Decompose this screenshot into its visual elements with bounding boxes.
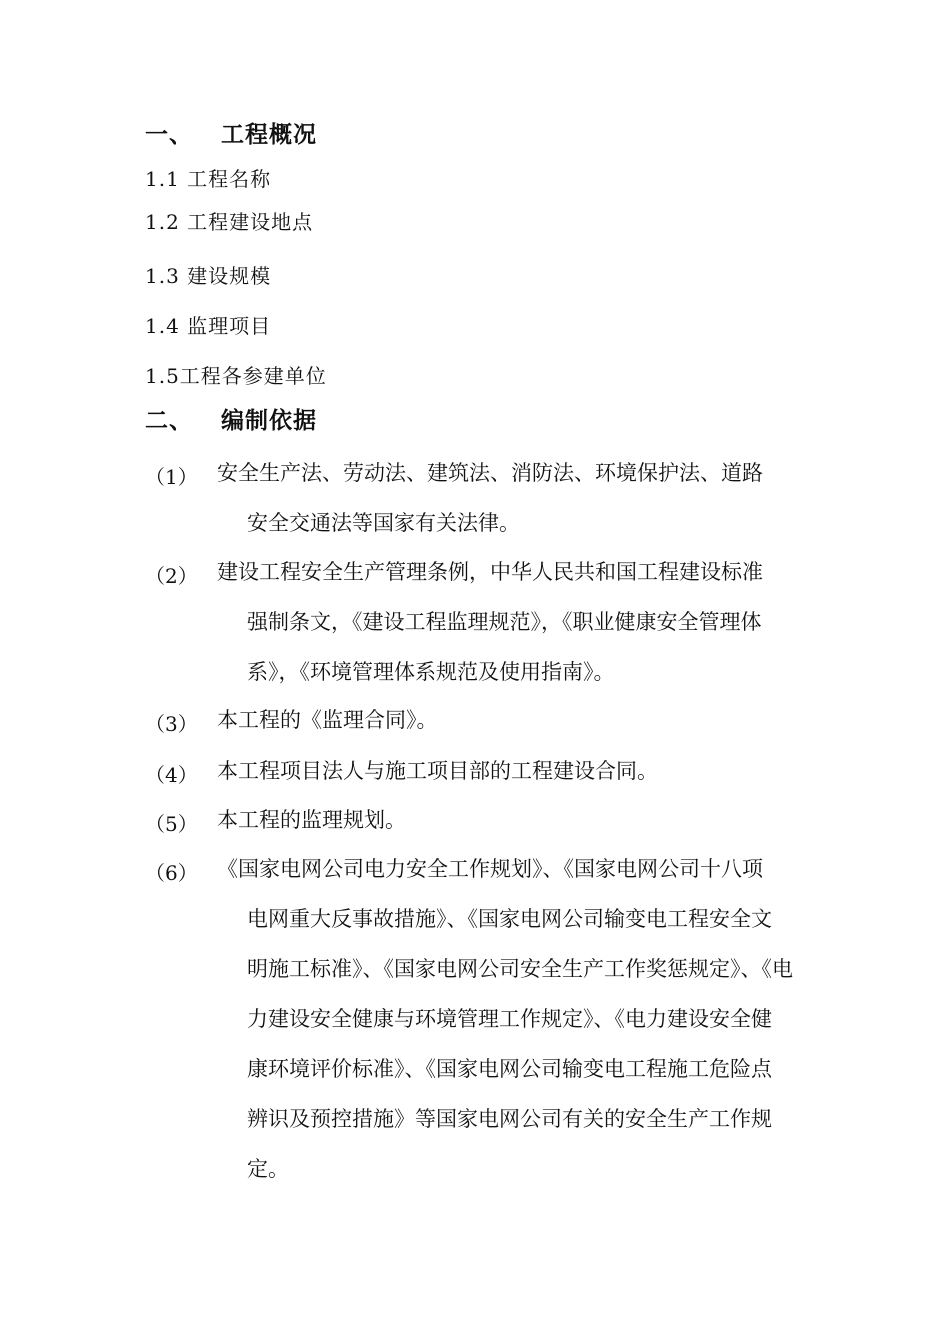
item-number: （6） bbox=[145, 861, 198, 885]
item-text bbox=[217, 695, 811, 745]
item-line: 安全生产法、劳动法、建筑法、消防法、环境保护法、道路 bbox=[217, 461, 763, 485]
item-line: 强制条文，《建设工程监理规范》，《职业健康安全管理体 bbox=[247, 610, 762, 634]
item-text bbox=[217, 547, 811, 697]
subsection-1-4: 1.4 监理项目 bbox=[145, 314, 272, 338]
item-number: （3） bbox=[145, 712, 198, 736]
item-line: 辨识及预控措施》等国家电网公司有关的安全生产工作规 bbox=[247, 1107, 772, 1131]
item-line: 《国家电网公司电力安全工作规划》、《国家电网公司十八项 bbox=[217, 857, 763, 881]
item-number: （1） bbox=[145, 465, 198, 489]
section-title: 编制依据 bbox=[221, 408, 317, 434]
item-line: 康环境评价标准》、《国家电网公司输变电工程施工危险点 bbox=[247, 1057, 772, 1081]
section-number: 二、 bbox=[145, 408, 193, 434]
item-line: 系》，《环境管理体系规范及使用指南》。 bbox=[247, 660, 615, 684]
item-line: 定。 bbox=[247, 1157, 289, 1181]
subsection-1-5: 1.5工程各参建单位 bbox=[145, 364, 327, 388]
item-line: 明施工标准》、《国家电网公司安全生产工作奖惩规定》、《电 bbox=[247, 957, 793, 981]
item-text bbox=[217, 844, 811, 1194]
subsection-1-1: 1.1 工程名称 bbox=[145, 167, 272, 191]
item-line: 本工程项目法人与施工项目部的工程建设合同。 bbox=[217, 759, 658, 783]
item-line: 力建设安全健康与环境管理工作规定》、《电力建设安全健 bbox=[247, 1007, 772, 1031]
item-line: 本工程的监理规划。 bbox=[217, 808, 406, 832]
item-text bbox=[217, 795, 811, 845]
item-number: （5） bbox=[145, 812, 198, 836]
subsection-1-2: 1.2 工程建设地点 bbox=[145, 210, 314, 234]
item-line: 安全交通法等国家有关法律。 bbox=[247, 511, 520, 535]
item-number: （2） bbox=[145, 564, 198, 588]
section-heading-1 bbox=[145, 116, 317, 149]
item-text bbox=[217, 448, 811, 548]
item-line: 电网重大反事故措施》、《国家电网公司输变电工程安全文 bbox=[247, 907, 772, 931]
section-title: 工程概况 bbox=[221, 122, 317, 148]
item-text bbox=[217, 746, 811, 796]
item-line: 本工程的《监理合同》。 bbox=[217, 708, 438, 732]
subsection-1-3: 1.3 建设规模 bbox=[145, 264, 272, 288]
item-line: 建设工程安全生产管理条例，中华人民共和国工程建设标准 bbox=[217, 560, 763, 584]
section-heading-2 bbox=[145, 402, 317, 435]
section-number: 一、 bbox=[145, 122, 193, 148]
item-number: （4） bbox=[145, 763, 198, 787]
